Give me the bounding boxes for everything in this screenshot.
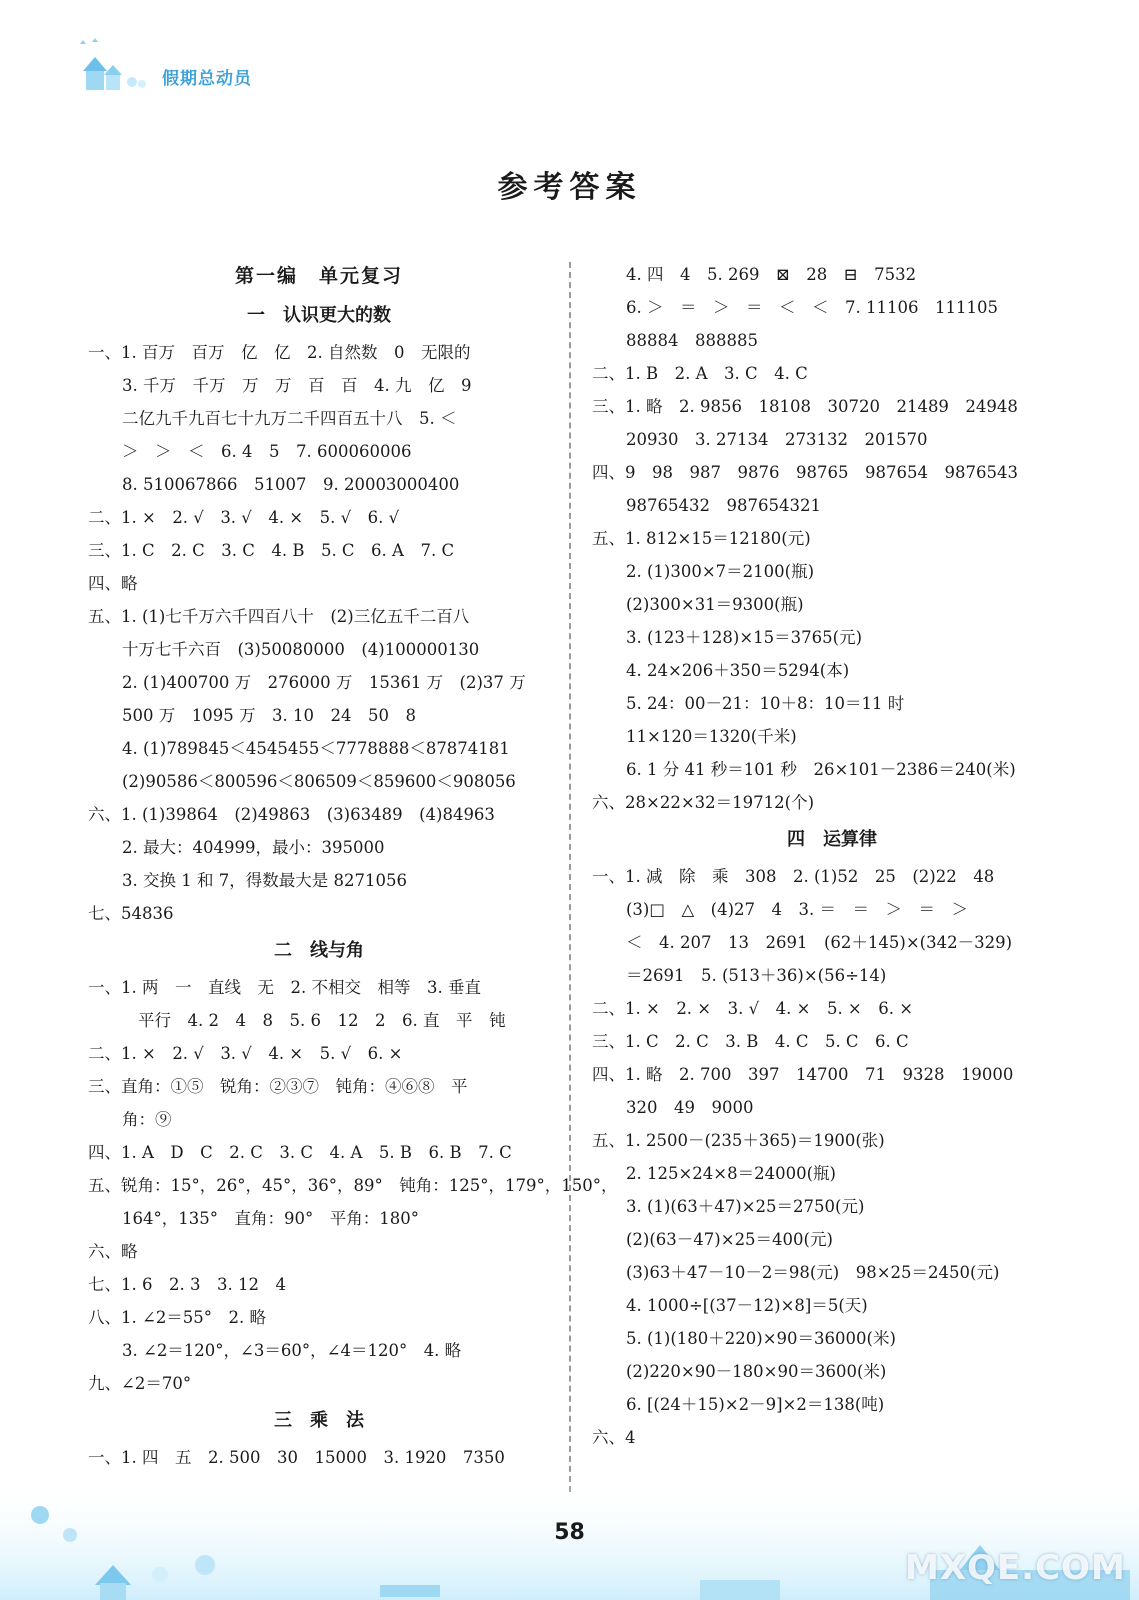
answer-line: 六、1. (1)39864 (2)49863 (3)63489 (4)84963: [88, 805, 495, 824]
answer-line: 五、1. 2500－(235＋365)＝1900(张): [592, 1131, 885, 1150]
answer-line: 七、54836: [88, 904, 174, 923]
answer-line: 4. 24×206＋350＝5294(本): [626, 661, 850, 680]
answer-line: 二、1. × 2. √ 3. √ 4. × 5. √ 6. ×: [88, 1044, 403, 1063]
answer-line: 五、锐角：15°，26°，45°，36°，89° 钝角：125°，179°，150°，: [88, 1176, 618, 1195]
answer-line: 88884 888885: [626, 331, 758, 350]
answer-line: 平行 4. 2 4 8 5. 6 12 2 6. 直 平 钝: [138, 1011, 506, 1030]
answer-line: 一、1. 减 除 乘 308 2. (1)52 25 (2)22 48: [592, 867, 995, 886]
answer-line: (2)(63－47)×25＝400(元): [626, 1230, 833, 1249]
answer-line: 三、1. C 2. C 3. B 4. C 5. C 6. C: [592, 1032, 909, 1051]
answer-line: 11×120＝1320(千米): [626, 727, 797, 746]
section-heading: 第一编 单元复习: [234, 265, 403, 287]
answer-line: (2)220×90－180×90＝3600(米): [626, 1362, 887, 1381]
answer-line: 一、1. 百万 百万 亿 亿 2. 自然数 0 无限的: [88, 343, 471, 362]
answer-line: 角：⑨: [122, 1110, 172, 1129]
answer-line: ＝2691 5. (513＋36)×(56÷14): [626, 966, 887, 985]
answer-line: 3. 千万 千万 万 万 百 百 4. 九 亿 9: [122, 376, 472, 395]
answer-line: 3. ∠2＝120°，∠3＝60°，∠4＝120° 4. 略: [122, 1341, 462, 1360]
answer-line: 2. (1)300×7＝2100(瓶): [626, 562, 815, 581]
answer-line: 十万七千六百 (3)50080000 (4)100000130: [122, 640, 480, 659]
answer-line: 二、1. × 2. × 3. √ 4. × 5. × 6. ×: [592, 999, 914, 1018]
column-divider: [569, 262, 571, 1492]
answer-line: 8. 510067866 51007 9. 20003000400: [122, 475, 460, 494]
answer-line: 二、1. × 2. √ 3. √ 4. × 5. √ 6. √: [88, 508, 400, 527]
section-heading: 一 认识更大的数: [247, 305, 391, 326]
answer-line: (3)□ △ (4)27 4 3. ＝ ＝ ＞ ＝ ＞: [626, 900, 969, 919]
answer-line: 三、1. C 2. C 3. C 4. B 5. C 6. A 7. C: [88, 541, 455, 560]
header-logo: [78, 38, 278, 98]
answer-line: (2)90586＜800596＜806509＜859600＜908056: [122, 772, 516, 791]
watermark: MXQE.COM: [905, 1548, 1126, 1588]
answer-line: 六、略: [88, 1242, 138, 1261]
answer-line: 四、略: [88, 574, 138, 593]
answer-line: 五、1. 812×15＝12180(元): [592, 529, 811, 548]
answer-line: 3. 交换 1 和 7，得数最大是 8271056: [122, 871, 407, 890]
answer-line: 六、4: [592, 1428, 636, 1447]
answer-line: 4. 1000÷[(37－12)×8]＝5(天): [626, 1296, 868, 1315]
answer-line: 四、1. A D C 2. C 3. C 4. A 5. B 6. B 7. C: [88, 1143, 512, 1162]
answer-line: 2. 最大：404999，最小：395000: [122, 838, 385, 857]
answer-line: 20930 3. 27134 273132 201570: [626, 430, 928, 449]
answer-line: 2. (1)400700 万 276000 万 15361 万 (2)37 万: [122, 673, 526, 692]
answer-line: 6. ＞ ＝ ＞ ＝ ＜ ＜ 7. 11106 111105: [626, 298, 998, 317]
answer-line: 320 49 9000: [626, 1098, 754, 1117]
answer-line: 四、1. 略 2. 700 397 14700 71 9328 19000: [592, 1065, 1014, 1084]
answer-line: 3. (1)(63＋47)×25＝2750(元): [626, 1197, 865, 1216]
section-heading: 三 乘 法: [274, 1410, 364, 1431]
answer-line: 七、1. 6 2. 3 3. 12 4: [88, 1275, 286, 1294]
answer-line: 6. [(24＋15)×2－9]×2＝138(吨): [626, 1395, 885, 1414]
answer-line: 3. (123＋128)×15＝3765(元): [626, 628, 863, 647]
house-icon: [78, 38, 168, 98]
page-number: 58: [554, 1520, 585, 1545]
answer-line: 六、28×22×32＝19712(个): [592, 793, 815, 812]
answer-line: 5. (1)(180＋220)×90＝36000(米): [626, 1329, 896, 1348]
answer-line: 三、1. 略 2. 9856 18108 30720 21489 24948: [592, 397, 1018, 416]
brand-label: 假期总动员: [162, 69, 252, 89]
answer-column-right: [592, 258, 1072, 1454]
answer-line: 二亿九千九百七十九万二千四百五十八 5. ＜: [122, 409, 457, 428]
answer-line: 九、∠2＝70°: [88, 1374, 192, 1393]
answer-line: 五、1. (1)七千万六千四百八十 (2)三亿五千二百八: [88, 607, 470, 626]
answer-line: 三、直角：①⑤ 锐角：②③⑦ 钝角：④⑥⑧ 平: [88, 1077, 468, 1096]
answer-line: ＞ ＞ ＜ 6. 4 5 7. 600060006: [122, 442, 412, 461]
answer-line: 4. (1)789845＜4545455＜7778888＜87874181: [122, 739, 510, 758]
answer-line: 500 万 1095 万 3. 10 24 50 8: [122, 706, 416, 725]
answer-line: 2. 125×24×8＝24000(瓶): [626, 1164, 836, 1183]
answer-line: 一、1. 四 五 2. 500 30 15000 3. 1920 7350: [88, 1448, 505, 1467]
answer-line: 164°，135° 直角：90° 平角：180°: [122, 1209, 419, 1228]
section-heading: 二 线与角: [274, 940, 364, 961]
answer-line: ＜ 4. 207 13 2691 (62＋145)×(342－329): [626, 933, 1013, 952]
page-title: 参考答案: [497, 170, 642, 205]
answer-line: (2)300×31＝9300(瓶): [626, 595, 804, 614]
answer-line: 98765432 987654321: [626, 496, 821, 515]
answer-line: 4. 四 4 5. 269 ⊠ 28 ⊟ 7532: [626, 265, 917, 284]
answer-line: 6. 1 分 41 秒＝101 秒 26×101－2386＝240(米): [626, 760, 1016, 779]
section-heading: 四 运算律: [787, 829, 877, 850]
answer-line: 二、1. B 2. A 3. C 4. C: [592, 364, 808, 383]
answer-line: 一、1. 两 一 直线 无 2. 不相交 相等 3. 垂直: [88, 978, 481, 997]
answer-line: 5. 24：00－21：10＋8：10＝11 时: [626, 694, 905, 713]
answer-line: 八、1. ∠2＝55° 2. 略: [88, 1308, 267, 1327]
answer-line: 四、9 98 987 9876 98765 987654 9876543: [592, 463, 1018, 482]
answer-line: (3)63＋47－10－2＝98(元) 98×25＝2450(元): [626, 1263, 1000, 1282]
